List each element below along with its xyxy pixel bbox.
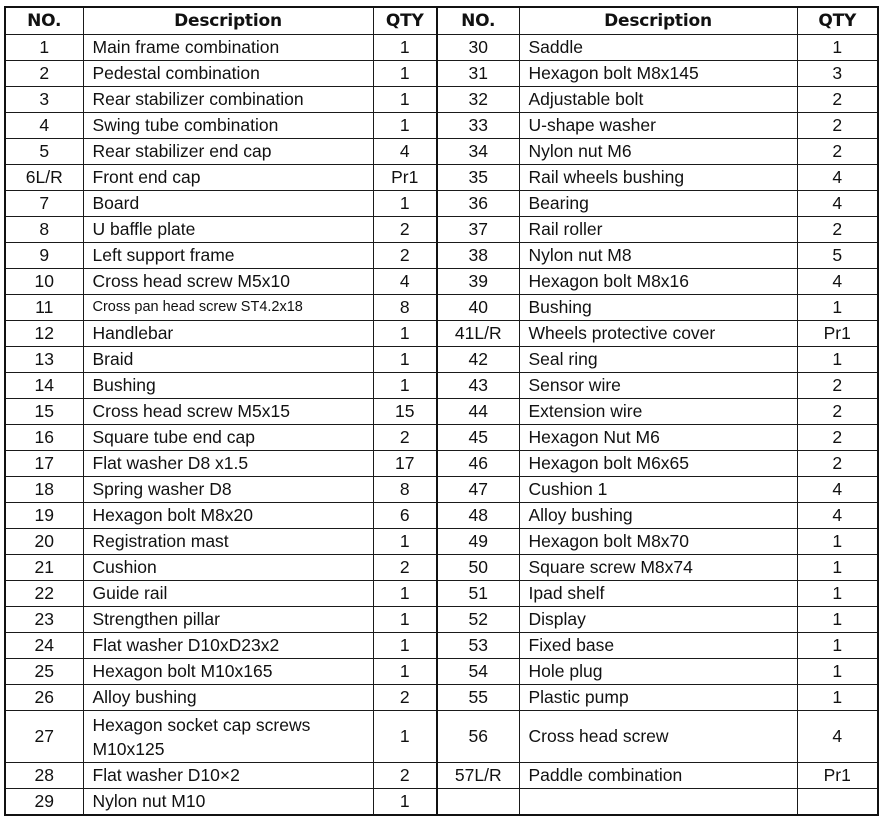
part-description-cell: Cushion 1: [519, 477, 797, 503]
part-quantity-cell: 1: [373, 711, 437, 763]
part-description-cell: Cross head screw: [519, 711, 797, 763]
part-number-cell: 52: [437, 607, 519, 633]
part-quantity-cell: 1: [373, 61, 437, 87]
part-description-cell: Board: [83, 191, 373, 217]
part-quantity-cell: 1: [373, 347, 437, 373]
table-row: [5, 659, 878, 685]
part-quantity-cell: 1: [797, 659, 878, 685]
part-quantity-cell: 1: [373, 633, 437, 659]
part-number-cell: 14: [5, 373, 83, 399]
part-number-cell: 49: [437, 529, 519, 555]
table-row: [5, 321, 878, 347]
table-row: [5, 295, 878, 321]
part-number-cell: 44: [437, 399, 519, 425]
part-description-cell: Hexagon bolt M6x65: [519, 451, 797, 477]
part-number-cell: 30: [437, 35, 519, 61]
part-description-cell: Square screw M8x74: [519, 555, 797, 581]
part-quantity-cell: 5: [797, 243, 878, 269]
part-number-cell: 32: [437, 87, 519, 113]
part-quantity-cell: 1: [797, 555, 878, 581]
part-number-cell: 53: [437, 633, 519, 659]
part-description-cell: Hexagon bolt M8x145: [519, 61, 797, 87]
part-quantity-cell: 2: [373, 685, 437, 711]
part-quantity-cell: 17: [373, 451, 437, 477]
part-number-cell: 38: [437, 243, 519, 269]
part-number-cell: 51: [437, 581, 519, 607]
part-number-cell: 26: [5, 685, 83, 711]
part-quantity-cell: 1: [373, 87, 437, 113]
table-row: [5, 165, 878, 191]
part-description-cell: Bushing: [519, 295, 797, 321]
part-description-cell: Cross head screw M5x10: [83, 269, 373, 295]
part-number-cell: 10: [5, 269, 83, 295]
part-quantity-cell: [797, 789, 878, 816]
header-description-left: Description: [83, 7, 373, 35]
part-number-cell: 36: [437, 191, 519, 217]
part-number-cell: 16: [5, 425, 83, 451]
part-number-cell: 9: [5, 243, 83, 269]
part-quantity-cell: 1: [373, 529, 437, 555]
part-description-cell: Extension wire: [519, 399, 797, 425]
part-number-cell: 11: [5, 295, 83, 321]
part-description-cell: Wheels protective cover: [519, 321, 797, 347]
header-no-left: NO.: [5, 7, 83, 35]
part-description-cell: Sensor wire: [519, 373, 797, 399]
part-quantity-cell: 15: [373, 399, 437, 425]
part-quantity-cell: 4: [797, 165, 878, 191]
part-description-cell: Hole plug: [519, 659, 797, 685]
header-qty-right: QTY: [797, 7, 878, 35]
table-row: [5, 373, 878, 399]
part-quantity-cell: 2: [373, 763, 437, 789]
part-number-cell: 31: [437, 61, 519, 87]
part-number-cell: 55: [437, 685, 519, 711]
table-row: [5, 477, 878, 503]
part-number-cell: 29: [5, 789, 83, 816]
part-description-cell: Adjustable bolt: [519, 87, 797, 113]
part-quantity-cell: 3: [797, 61, 878, 87]
part-quantity-cell: Pr1: [797, 321, 878, 347]
part-description-cell: Hexagon Nut M6: [519, 425, 797, 451]
part-number-cell: 8: [5, 217, 83, 243]
part-description-cell: Seal ring: [519, 347, 797, 373]
part-number-cell: 25: [5, 659, 83, 685]
part-quantity-cell: 4: [797, 711, 878, 763]
part-number-cell: 4: [5, 113, 83, 139]
part-description-cell: Plastic pump: [519, 685, 797, 711]
header-no-right: NO.: [437, 7, 519, 35]
part-number-cell: 56: [437, 711, 519, 763]
part-description-cell: Fixed base: [519, 633, 797, 659]
part-quantity-cell: 4: [797, 477, 878, 503]
part-description-cell: Pedestal combination: [83, 61, 373, 87]
part-number-cell: 6L/R: [5, 165, 83, 191]
part-description-cell: Hexagon socket cap screws M10x125: [83, 711, 373, 763]
header-description-right: Description: [519, 7, 797, 35]
part-description-cell: Square tube end cap: [83, 425, 373, 451]
part-description-cell: Registration mast: [83, 529, 373, 555]
part-quantity-cell: Pr1: [373, 165, 437, 191]
part-quantity-cell: 2: [797, 425, 878, 451]
part-number-cell: 54: [437, 659, 519, 685]
part-description-cell: Main frame combination: [83, 35, 373, 61]
part-description-cell: U baffle plate: [83, 217, 373, 243]
part-description-cell: Rail wheels bushing: [519, 165, 797, 191]
part-number-cell: 5: [5, 139, 83, 165]
part-description-cell: Strengthen pillar: [83, 607, 373, 633]
part-description-cell: Nylon nut M8: [519, 243, 797, 269]
part-quantity-cell: 2: [797, 217, 878, 243]
header-qty-left: QTY: [373, 7, 437, 35]
table-row: [5, 685, 878, 711]
part-quantity-cell: 1: [797, 633, 878, 659]
part-quantity-cell: 2: [797, 373, 878, 399]
part-description-cell: Handlebar: [83, 321, 373, 347]
table-row: [5, 425, 878, 451]
part-description-cell: Hexagon bolt M10x165: [83, 659, 373, 685]
part-quantity-cell: 2: [373, 217, 437, 243]
part-number-cell: 22: [5, 581, 83, 607]
table-row: [5, 399, 878, 425]
part-number-cell: 50: [437, 555, 519, 581]
part-quantity-cell: 1: [797, 347, 878, 373]
part-number-cell: 39: [437, 269, 519, 295]
part-number-cell: 1: [5, 35, 83, 61]
part-description-cell: Hexagon bolt M8x20: [83, 503, 373, 529]
part-description-cell: Hexagon bolt M8x70: [519, 529, 797, 555]
table-row: [5, 217, 878, 243]
part-description-cell: Flat washer D10xD23x2: [83, 633, 373, 659]
part-quantity-cell: 6: [373, 503, 437, 529]
part-number-cell: 17: [5, 451, 83, 477]
part-description-cell: Front end cap: [83, 165, 373, 191]
table-row: [5, 269, 878, 295]
part-description-cell: Paddle combination: [519, 763, 797, 789]
part-number-cell: 18: [5, 477, 83, 503]
part-description-cell: Alloy bushing: [519, 503, 797, 529]
part-number-cell: 23: [5, 607, 83, 633]
part-number-cell: 24: [5, 633, 83, 659]
part-description-cell: Left support frame: [83, 243, 373, 269]
part-number-cell: 28: [5, 763, 83, 789]
part-description-cell: Rail roller: [519, 217, 797, 243]
part-quantity-cell: 1: [797, 607, 878, 633]
part-description-cell: Saddle: [519, 35, 797, 61]
part-description-cell: Guide rail: [83, 581, 373, 607]
part-number-cell: 40: [437, 295, 519, 321]
part-description-cell: Nylon nut M10: [83, 789, 373, 816]
part-description-cell: Display: [519, 607, 797, 633]
part-description-cell: Bearing: [519, 191, 797, 217]
table-row: [5, 451, 878, 477]
part-number-cell: 57L/R: [437, 763, 519, 789]
part-number-cell: 13: [5, 347, 83, 373]
table-row: [5, 711, 878, 763]
part-quantity-cell: 1: [373, 659, 437, 685]
part-quantity-cell: 4: [373, 269, 437, 295]
part-quantity-cell: 1: [797, 35, 878, 61]
part-quantity-cell: 1: [797, 581, 878, 607]
part-quantity-cell: 2: [797, 87, 878, 113]
part-number-cell: 15: [5, 399, 83, 425]
part-description-cell: Braid: [83, 347, 373, 373]
part-description-cell: Alloy bushing: [83, 685, 373, 711]
part-description-cell: Spring washer D8: [83, 477, 373, 503]
part-quantity-cell: 1: [373, 191, 437, 217]
part-quantity-cell: 4: [373, 139, 437, 165]
part-number-cell: 45: [437, 425, 519, 451]
part-number-cell: 43: [437, 373, 519, 399]
part-quantity-cell: 2: [373, 425, 437, 451]
part-number-cell: 48: [437, 503, 519, 529]
table-row: [5, 607, 878, 633]
part-number-cell: 7: [5, 191, 83, 217]
table-row: [5, 789, 878, 816]
part-quantity-cell: 4: [797, 503, 878, 529]
part-description-cell: Cross head screw M5x15: [83, 399, 373, 425]
part-number-cell: 37: [437, 217, 519, 243]
part-number-cell: 35: [437, 165, 519, 191]
part-description-cell: Hexagon bolt M8x16: [519, 269, 797, 295]
part-number-cell: 34: [437, 139, 519, 165]
part-number-cell: 42: [437, 347, 519, 373]
part-quantity-cell: 2: [797, 399, 878, 425]
part-quantity-cell: 1: [797, 529, 878, 555]
part-quantity-cell: 1: [373, 321, 437, 347]
part-number-cell: 33: [437, 113, 519, 139]
table-row: [5, 191, 878, 217]
part-number-cell: 19: [5, 503, 83, 529]
part-description-cell: Bushing: [83, 373, 373, 399]
part-number-cell: 21: [5, 555, 83, 581]
table-row: [5, 139, 878, 165]
part-description-cell: Rear stabilizer end cap: [83, 139, 373, 165]
part-description-cell: Cross pan head screw ST4.2x18: [83, 295, 373, 321]
part-number-cell: 20: [5, 529, 83, 555]
table-row: [5, 503, 878, 529]
part-quantity-cell: 1: [373, 373, 437, 399]
part-number-cell: 12: [5, 321, 83, 347]
table-row: [5, 581, 878, 607]
part-quantity-cell: 4: [797, 191, 878, 217]
part-quantity-cell: 1: [797, 685, 878, 711]
part-quantity-cell: 2: [373, 243, 437, 269]
part-quantity-cell: 2: [373, 555, 437, 581]
part-quantity-cell: 2: [797, 113, 878, 139]
part-quantity-cell: 8: [373, 477, 437, 503]
part-quantity-cell: 2: [797, 139, 878, 165]
part-quantity-cell: 1: [797, 295, 878, 321]
part-quantity-cell: 4: [797, 269, 878, 295]
table-row: [5, 555, 878, 581]
part-number-cell: 2: [5, 61, 83, 87]
parts-list-table: [4, 6, 879, 816]
part-number-cell: 41L/R: [437, 321, 519, 347]
part-number-cell: 46: [437, 451, 519, 477]
part-quantity-cell: 1: [373, 113, 437, 139]
table-row: [5, 35, 878, 61]
table-row: [5, 529, 878, 555]
part-quantity-cell: 8: [373, 295, 437, 321]
table-row: [5, 347, 878, 373]
part-description-cell: U-shape washer: [519, 113, 797, 139]
part-quantity-cell: 1: [373, 607, 437, 633]
part-number-cell: 3: [5, 87, 83, 113]
part-quantity-cell: 1: [373, 789, 437, 816]
part-quantity-cell: Pr1: [797, 763, 878, 789]
part-description-cell: [519, 789, 797, 816]
part-description-cell: Flat washer D8 x1.5: [83, 451, 373, 477]
part-description-cell: Ipad shelf: [519, 581, 797, 607]
part-quantity-cell: 1: [373, 35, 437, 61]
table-row: [5, 763, 878, 789]
part-description-cell: Flat washer D10×2: [83, 763, 373, 789]
table-row: [5, 61, 878, 87]
parts-rows: [5, 35, 878, 816]
table-row: [5, 113, 878, 139]
part-number-cell: [437, 789, 519, 816]
table-row: [5, 243, 878, 269]
part-number-cell: 27: [5, 711, 83, 763]
table-row: [5, 87, 878, 113]
table-row: [5, 633, 878, 659]
part-quantity-cell: 1: [373, 581, 437, 607]
part-description-cell: Swing tube combination: [83, 113, 373, 139]
header-row: [5, 7, 878, 35]
part-description-cell: Cushion: [83, 555, 373, 581]
part-number-cell: 47: [437, 477, 519, 503]
part-quantity-cell: 2: [797, 451, 878, 477]
part-description-cell: Nylon nut M6: [519, 139, 797, 165]
part-description-cell: Rear stabilizer combination: [83, 87, 373, 113]
